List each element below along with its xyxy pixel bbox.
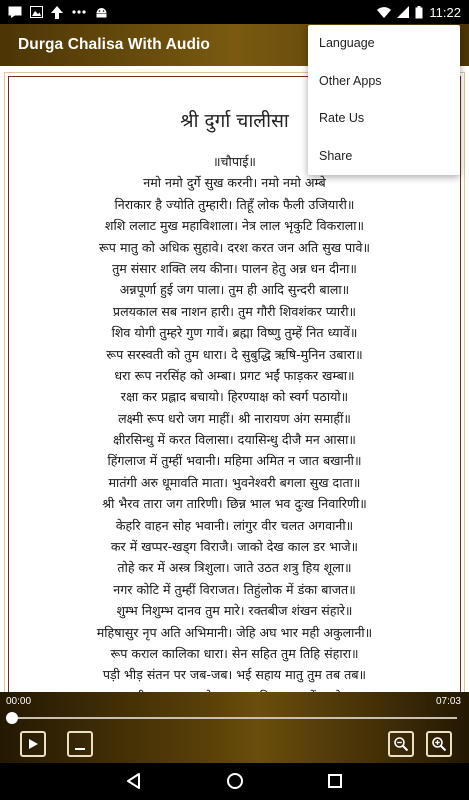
verse-line: ॥चौपाई॥ xyxy=(213,154,256,169)
nav-home-button[interactable] xyxy=(225,771,245,791)
audio-player xyxy=(0,692,469,763)
navigation-bar xyxy=(0,763,469,800)
seek-bar[interactable] xyxy=(12,717,457,719)
verse-line: पड़ी भीड़ संतन पर जब-जब। भई सहाय मातु तुम तब तब॥ xyxy=(102,667,367,683)
app-title: Durga Chalisa With Audio xyxy=(18,36,210,53)
upload-arrow-icon xyxy=(51,6,63,19)
menu-item-rate-us[interactable]: Rate Us xyxy=(319,111,365,125)
verse-line: कर में खप्पर-खड्ग विराजै। जाको देख काल डर भाजे॥ xyxy=(110,539,359,555)
stop-button[interactable] xyxy=(67,731,93,757)
verse-line: रूप कराल कालिका धारा। सेन सहित तुम तिहि संहारा॥ xyxy=(110,645,359,661)
signal-icon xyxy=(397,6,409,18)
nav-recent-button[interactable] xyxy=(325,771,345,791)
overflow-menu xyxy=(308,25,460,175)
verse-line: शिव योगी तुम्हरे गुण गावें। ब्रह्मा विष्णु तुम्हें नित ध्यावें॥ xyxy=(111,325,358,341)
stop-icon xyxy=(73,737,87,751)
verse-line: श्री भैरव तारा जग तारिणी। छिन्न भाल भव दुःख निवारिणी॥ xyxy=(102,496,367,512)
zoom-out-icon xyxy=(393,736,409,752)
menu-item-language[interactable]: Language xyxy=(319,36,375,50)
play-button[interactable] xyxy=(20,731,46,757)
wifi-icon xyxy=(377,7,391,18)
verse-line: रूप मातु को अधिक सुहावे। दरश करत जन अति सुख पावे॥ xyxy=(99,239,370,255)
recent-square-icon xyxy=(327,773,343,789)
back-triangle-icon xyxy=(125,772,143,790)
verse-line: प्रलयकाल सब नाशन हारी। तुम गौरी शिवशंकर प्यारी॥ xyxy=(112,303,357,319)
duration-time: 07:03 xyxy=(435,696,461,707)
verse-line: तोहे कर में अस्त्र त्रिशुला। जाते उठत शत्रु हिय शूला॥ xyxy=(117,560,352,576)
status-time: 11:22 xyxy=(429,4,461,20)
dots-icon xyxy=(71,9,87,15)
verse-line: महिषासुर नृप अति अभिमानी। जेहि अघ भार मही अकुलानी॥ xyxy=(96,624,373,640)
menu-item-other-apps[interactable]: Other Apps xyxy=(319,73,382,88)
verse-line: अन्नपूर्णा हुई जग पाला। तुम ही आदि सुन्दरी बाला॥ xyxy=(119,282,350,298)
verse-line: मातंगी अरु धूमावति माता। भुवनेश्वरी बगला सुख दाता॥ xyxy=(108,474,361,490)
message-icon xyxy=(8,6,22,18)
zoom-in-icon xyxy=(431,736,447,752)
battery-icon xyxy=(415,6,423,19)
verse-line: शुम्भ निशुम्भ दानव तुम मारे। रक्तबीज शंखन संहारे॥ xyxy=(116,603,353,619)
menu-item-share[interactable]: Share xyxy=(319,148,353,163)
current-time: 00:00 xyxy=(6,696,32,707)
verse-line: निराकार है ज्योति तुम्हारी। तिहूँ लोक फैली उजियारी॥ xyxy=(114,196,355,212)
verse-line: रूप सरस्वती को तुम धारा। दे सुबुद्धि ऋषि-मुनिन उबारा॥ xyxy=(106,346,363,362)
verse-line: केहरि वाहन सोह भवानी। लांगुर वीर चलत अगवानी॥ xyxy=(115,517,354,533)
verse-line: शशि ललाट मुख महाविशाला। नेत्र लाल भृकुटि विकराला॥ xyxy=(104,218,365,234)
verse-line: नगर कोटि में तुम्हीं विराजत। तिहुंलोक में डंका बाजत॥ xyxy=(113,581,356,597)
verse-line: रक्षा कर प्रह्लाद बचायो। हिरण्याक्ष को स्वर्ग पठायो॥ xyxy=(120,389,349,405)
verse-line: तुम संसार शक्ति लय कीना। पालन हेतु अन्न धन दीना॥ xyxy=(112,260,357,276)
page-title: श्री दुर्गा चालीसा xyxy=(180,110,289,132)
zoom-out-button[interactable] xyxy=(388,731,414,757)
status-bar xyxy=(0,0,469,24)
verse-line: क्षीरसिन्धु में करत विलासा। दयासिन्धु दीजै मन आसा॥ xyxy=(113,432,356,448)
verse-list xyxy=(9,151,460,750)
verse-line: लक्ष्मी रूप धरो जग माहीं। श्री नारायण अंग समाहीं॥ xyxy=(118,410,351,426)
verse-line: धरा रूप नरसिंह को अम्बा। प्रगट भईं फाड़कर खम्बा॥ xyxy=(114,367,355,383)
android-icon xyxy=(95,6,108,18)
play-icon xyxy=(27,738,39,750)
nav-back-button[interactable] xyxy=(124,771,144,791)
verse-line: हिंगलाज में तुम्हीं भवानी। महिमा अमित न जात बखानी॥ xyxy=(107,453,362,469)
seek-thumb[interactable] xyxy=(6,712,18,724)
verse-line: नमो नमो दुर्गे सुख करनी। नमो नमो अम्बे xyxy=(143,175,326,191)
zoom-in-button[interactable] xyxy=(426,731,452,757)
image-icon xyxy=(30,6,43,18)
home-circle-icon xyxy=(226,772,244,790)
